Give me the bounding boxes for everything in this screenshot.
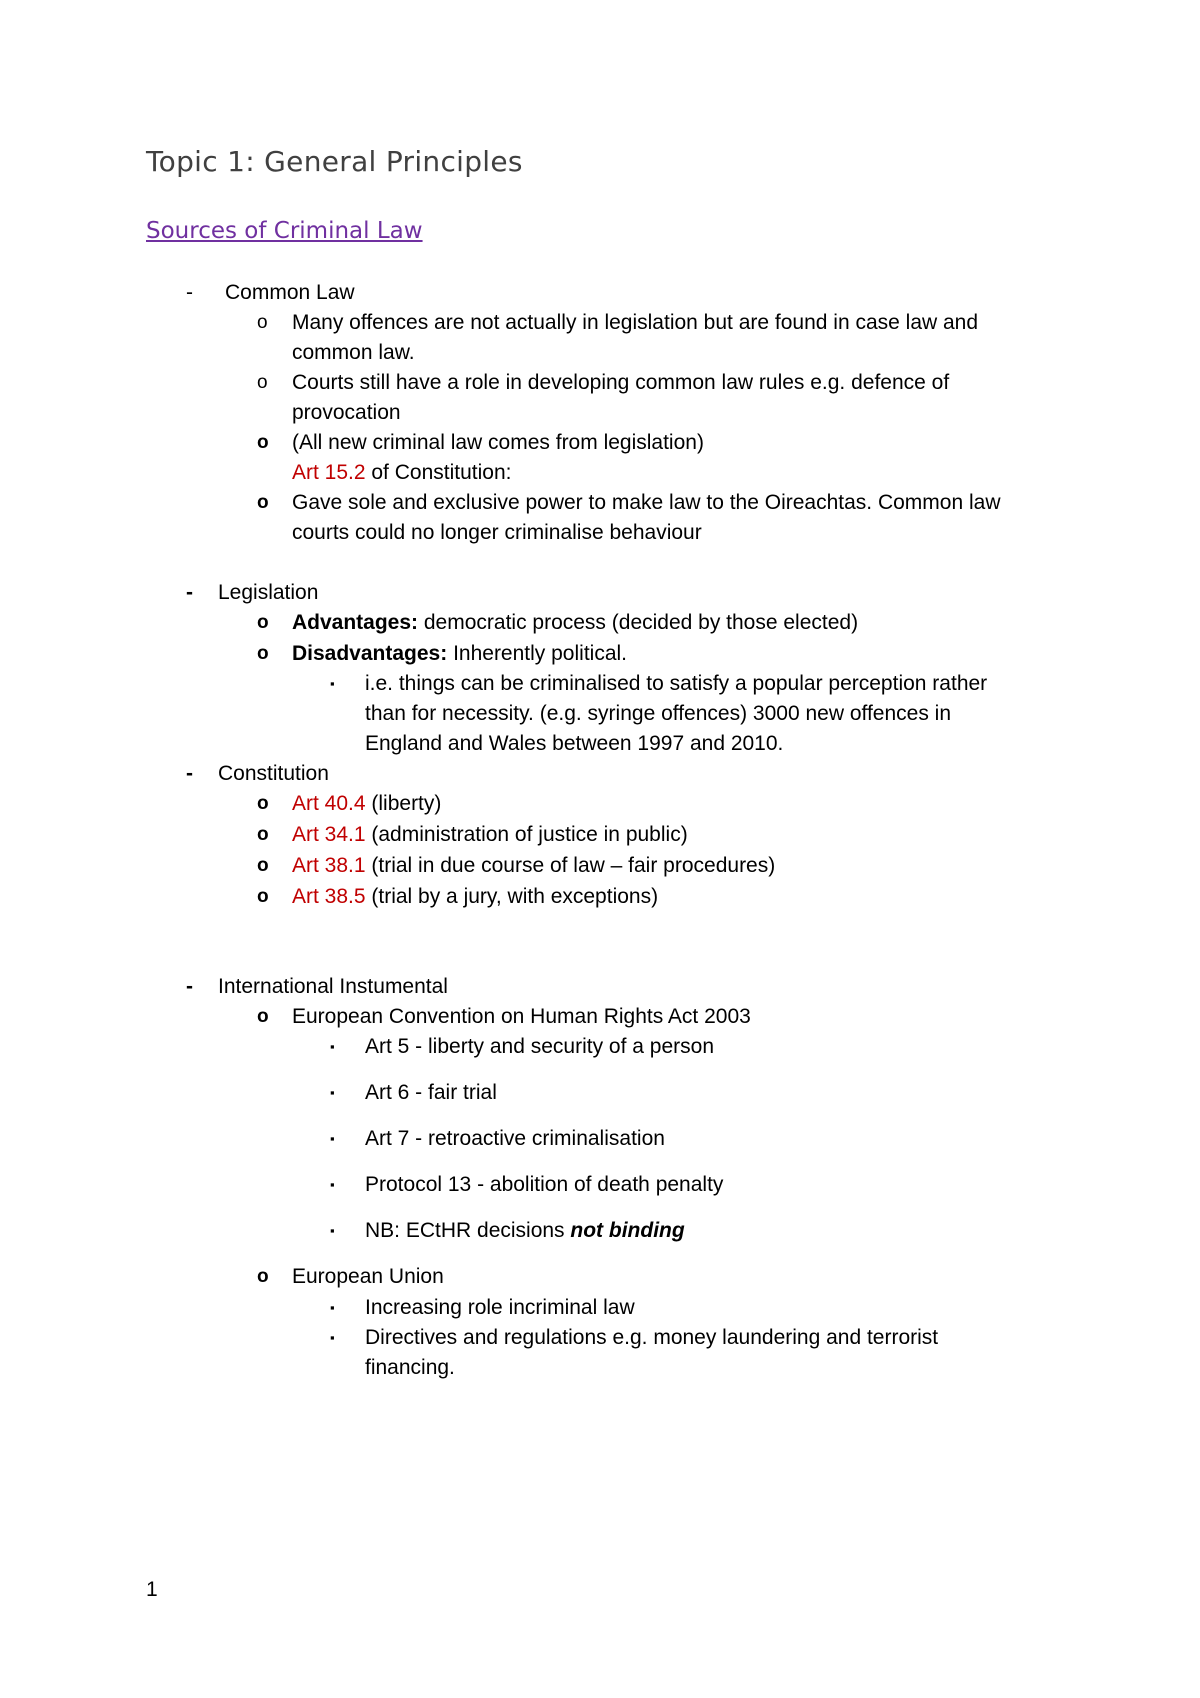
page-title: Topic 1: General Principles <box>146 145 523 178</box>
circle-bullet: o <box>257 886 269 907</box>
square-bullet: ▪ <box>330 1085 335 1100</box>
square-bullet: ▪ <box>330 1330 335 1345</box>
square-bullet: ▪ <box>330 676 335 691</box>
list-item: Courts still have a role in developing common law rules e.g. defence of <box>292 371 950 394</box>
list-item: Increasing role incriminal law <box>365 1296 635 1319</box>
circle-bullet: o <box>257 855 269 876</box>
advantages-text: democratic process (decided by those elected) <box>418 611 859 634</box>
square-bullet: ▪ <box>330 1177 335 1192</box>
circle-bullet: o <box>257 612 269 633</box>
nb-emphasis: not binding <box>570 1219 685 1242</box>
common-law-heading: Common Law <box>225 281 355 304</box>
list-item <box>292 789 441 819</box>
list-item: Art 7 - retroactive criminalisation <box>365 1127 665 1150</box>
dash-bullet: - <box>186 975 193 998</box>
page-number: 1 <box>146 1578 158 1601</box>
list-item: Many offences are not actually in legislation but are found in case law and <box>292 311 979 334</box>
dash-bullet: - <box>186 581 193 604</box>
circle-bullet: o <box>257 643 269 664</box>
article-description: (trial in due course of law – fair procedures) <box>365 854 776 877</box>
disadvantages-label: Disadvantages: <box>292 642 448 665</box>
list-item <box>292 820 688 850</box>
list-item-continuation: than for necessity. (e.g. syringe offences) 3000 new offences in <box>365 702 952 725</box>
circle-bullet: o <box>257 1006 269 1027</box>
article-reference: Art 34.1 <box>292 823 366 846</box>
section-heading: Sources of Criminal Law <box>146 218 423 244</box>
dash-bullet: - <box>186 762 193 785</box>
echr-heading: European Convention on Human Rights Act 2003 <box>292 1005 751 1028</box>
list-item: Protocol 13 - abolition of death penalty <box>365 1173 724 1196</box>
circle-bullet: o <box>257 372 268 393</box>
square-bullet: ▪ <box>330 1223 335 1238</box>
square-bullet: ▪ <box>330 1131 335 1146</box>
list-item-continuation: provocation <box>292 401 401 424</box>
advantages-label: Advantages: <box>292 611 419 634</box>
article-description: (liberty) <box>365 792 442 815</box>
article-description: (administration of justice in public) <box>365 823 688 846</box>
circle-bullet: o <box>257 824 269 845</box>
list-item <box>365 1216 685 1246</box>
legislation-heading: Legislation <box>218 581 319 604</box>
article-reference: Art 40.4 <box>292 792 366 815</box>
list-item: i.e. things can be criminalised to satisfy a popular perception rather <box>365 672 988 695</box>
international-heading: International Instumental <box>218 975 448 998</box>
article-reference-line <box>292 458 511 488</box>
eu-heading: European Union <box>292 1265 444 1288</box>
list-item-continuation: courts could no longer criminalise behaviour <box>292 521 702 544</box>
list-item <box>292 851 775 881</box>
article-description: of Constitution: <box>365 461 512 484</box>
article-reference: Art 15.2 <box>292 461 366 484</box>
disadvantages-text: Inherently political. <box>447 642 627 665</box>
list-item <box>292 608 858 638</box>
circle-bullet: o <box>257 1266 269 1287</box>
list-item: (All new criminal law comes from legislation) <box>292 431 704 454</box>
circle-bullet: o <box>257 793 269 814</box>
article-reference: Art 38.1 <box>292 854 366 877</box>
article-description: (trial by a jury, with exceptions) <box>365 885 659 908</box>
list-item-continuation: common law. <box>292 341 415 364</box>
list-item: Art 5 - liberty and security of a person <box>365 1035 714 1058</box>
list-item: Gave sole and exclusive power to make law to the Oireachtas. Common law <box>292 491 1001 514</box>
circle-bullet: o <box>257 432 269 453</box>
nb-text: NB: ECtHR decisions <box>365 1219 571 1242</box>
list-item <box>292 639 627 669</box>
list-item: Directives and regulations e.g. money laundering and terrorist <box>365 1326 939 1349</box>
list-item-continuation: financing. <box>365 1356 455 1379</box>
list-item: Art 6 - fair trial <box>365 1081 497 1104</box>
square-bullet: ▪ <box>330 1039 335 1054</box>
circle-bullet: o <box>257 312 268 333</box>
dash-bullet: - <box>186 281 193 304</box>
list-item-continuation: England and Wales between 1997 and 2010. <box>365 732 784 755</box>
article-reference: Art 38.5 <box>292 885 366 908</box>
list-item <box>292 882 658 912</box>
square-bullet: ▪ <box>330 1300 335 1315</box>
constitution-heading: Constitution <box>218 762 329 785</box>
circle-bullet: o <box>257 492 269 513</box>
